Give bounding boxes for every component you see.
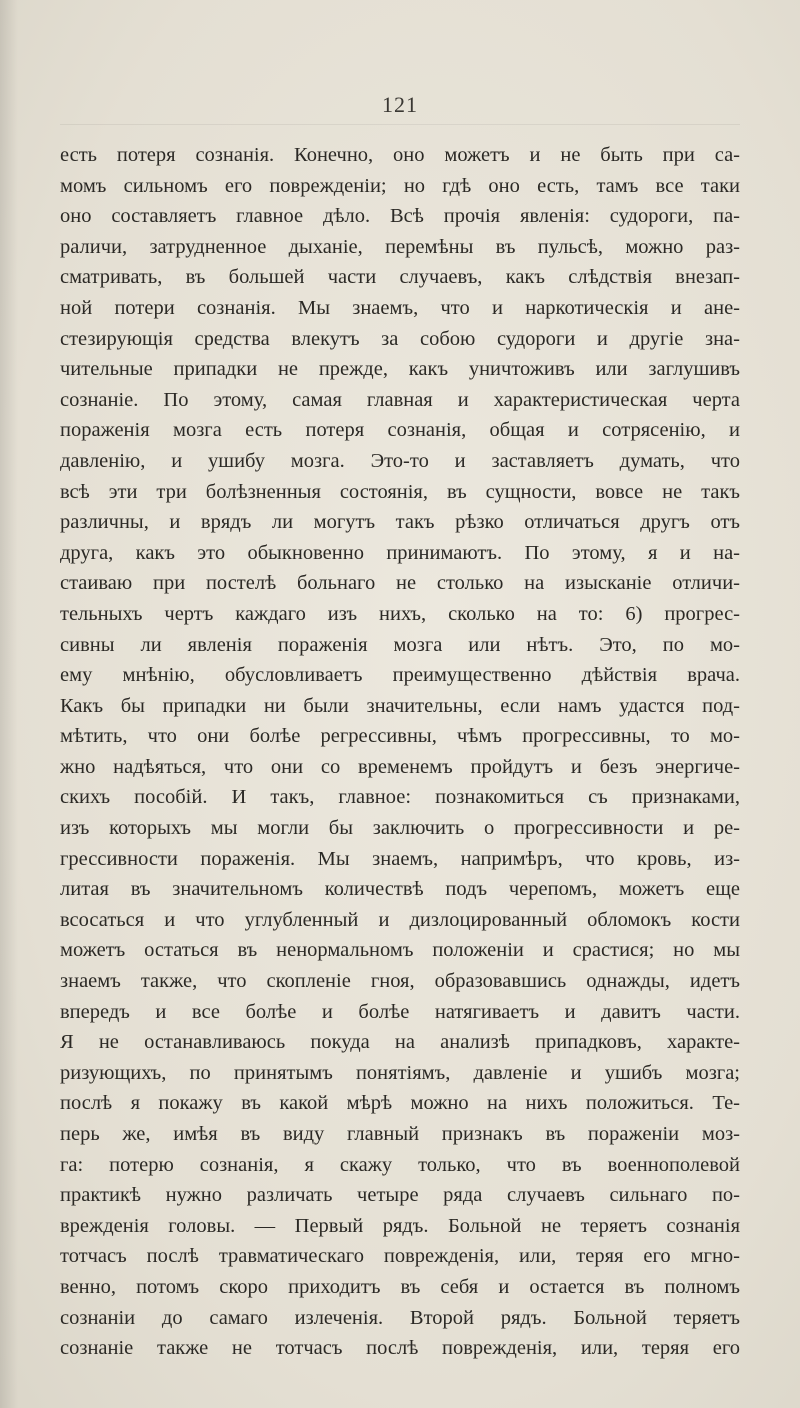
text-line: врежденія головы. — Первый рядъ. Больной не теряетъ сознанія [60, 1214, 740, 1237]
text-line: жно надѣяться, что они со временемъ пройдутъ и безъ энергиче- [60, 755, 740, 778]
text-line: ризующихъ, по принятымъ понятіямъ, давленіе и ушибъ мозга; [60, 1061, 740, 1084]
text-line: различны, и врядъ ли могутъ такъ рѣзко отличаться другъ отъ [60, 511, 740, 534]
text-line: есть потеря сознанія. Конечно, оно можетъ и не быть при са- [60, 144, 740, 166]
text-line: венно, потомъ скоро приходитъ въ себя и остается въ полномъ [60, 1275, 740, 1298]
text-line: оно составляетъ главное дѣло. Всѣ прочія явленія: судороги, па- [60, 205, 740, 228]
text-line: чительные припадки не прежде, какъ уничтоживъ или заглушивъ [60, 358, 740, 381]
text-line: пораженія мозга есть потеря сознанія, общая и сотрясенію, и [60, 419, 740, 442]
text-line: сознаніи до самаго излеченія. Второй рядъ. Больной теряетъ [60, 1306, 740, 1329]
text-line: изъ которыхъ мы могли бы заключить о прогрессивности и ре- [60, 817, 740, 840]
text-line: сознаніе. По этому, самая главная и характеристическая черта [60, 388, 740, 411]
text-line: всосаться и что углубленный и дизлоцированный обломокъ кости [60, 908, 740, 931]
text-line: тотчасъ послѣ травматическаго поврежденія, или, теряя его мгно- [60, 1245, 740, 1268]
text-line: ной потери сознанія. Мы знаемъ, что и наркотическія и ане- [60, 296, 740, 319]
text-line: знаемъ также, что скопленіе гноя, образовавшись однажды, идетъ [60, 970, 740, 993]
text-line: сознаніе также не тотчасъ послѣ поврежденія, или, теряя его [60, 1337, 740, 1360]
text-line: стаиваю при постелѣ больнаго не столько на изысканіе отличи- [60, 572, 740, 595]
text-line: давленію, и ушибу мозга. Это-то и заставляетъ думать, что [60, 449, 740, 472]
header-rule [60, 124, 740, 125]
text-line: впередъ и все болѣе и болѣе натягиваетъ и давитъ части. [60, 1000, 740, 1023]
page-text [60, 140, 740, 1364]
text-line: сивны ли явленія пораженія мозга или нѣтъ. Это, по мо- [60, 633, 740, 656]
text-line: ему мнѣнію, обусловливаетъ преимущественно дѣйствія врача. [60, 664, 740, 687]
text-line: литая въ значительномъ количествѣ подъ черепомъ, можетъ еще [60, 878, 740, 901]
text-line: момъ сильномъ его поврежденіи; но гдѣ оно есть, тамъ все таки [60, 174, 740, 197]
text-line: Какъ бы припадки ни были значительны, если намъ удастся под- [60, 694, 740, 717]
text-line: га: потерю сознанія, я скажу только, что въ военнополевой [60, 1153, 740, 1176]
text-line: сматривать, въ большей части случаевъ, какъ слѣдствія внезап- [60, 266, 740, 289]
text-line: раличи, затрудненное дыханіе, перемѣны въ пульсѣ, можно раз- [60, 235, 740, 258]
binding-shadow [0, 0, 18, 1408]
page-number: 121 [382, 92, 418, 117]
text-line: можетъ остаться въ ненормальномъ положеніи и срастися; но мы [60, 939, 740, 962]
text-line: Я не останавливаюсь покуда на анализѣ припадковъ, характе- [60, 1031, 740, 1054]
text-line: мѣтить, что они болѣе регрессивны, чѣмъ прогрессивны, то мо- [60, 725, 740, 748]
text-line: грессивности пораженія. Мы знаемъ, напримѣръ, что кровь, из- [60, 847, 740, 870]
text-line: стезирующія средства влекутъ за собою судороги и другіе зна- [60, 327, 740, 350]
text-line: перь же, имѣя въ виду главный признакъ въ пораженіи моз- [60, 1123, 740, 1145]
text-line: послѣ я покажу въ какой мѣрѣ можно на нихъ положиться. Те- [60, 1092, 740, 1115]
text-line: практикѣ нужно различать четыре ряда случаевъ сильнаго по- [60, 1184, 740, 1207]
text-line: тельныхъ чертъ каждаго изъ нихъ, сколько на то: 6) прогрес- [60, 602, 740, 625]
text-line: всѣ эти три болѣзненныя состоянія, въ сущности, вовсе не такъ [60, 480, 740, 503]
text-line: друга, какъ это обыкновенно принимаютъ. По этому, я и на- [60, 541, 740, 564]
text-line: скихъ пособій. И такъ, главное: познакомиться съ признаками, [60, 786, 740, 809]
